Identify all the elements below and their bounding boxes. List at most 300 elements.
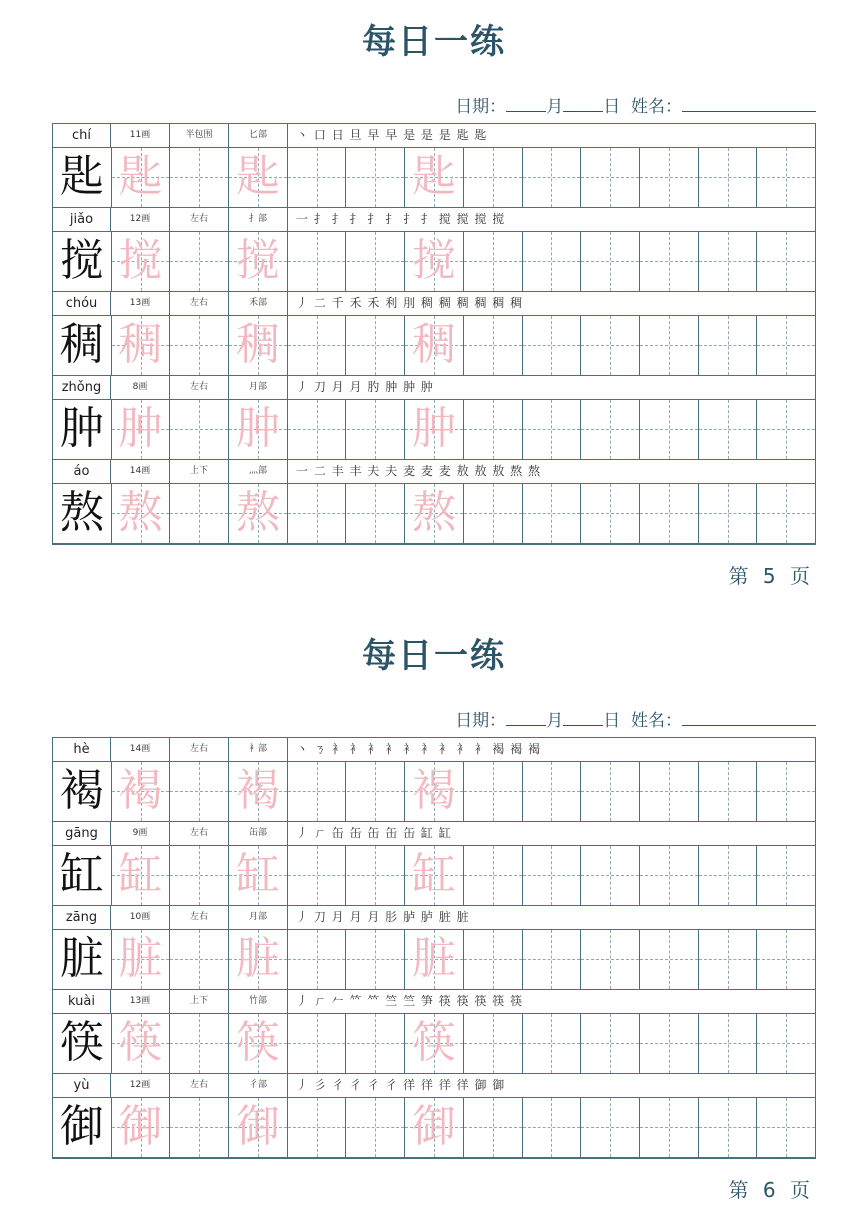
stroke-step: 扌 <box>349 212 363 226</box>
writing-cell[interactable] <box>288 1098 347 1157</box>
writing-cell[interactable] <box>347 762 406 821</box>
stroke-step: 早 <box>367 128 381 142</box>
stroke-step: 笋 <box>420 994 434 1008</box>
stroke-step: 二 <box>313 464 327 478</box>
model-character: 稠 <box>59 319 104 370</box>
writing-cell[interactable] <box>464 232 523 291</box>
practice-grid <box>52 737 816 1159</box>
pinyin: chí <box>53 124 111 147</box>
pinyin: yù <box>53 1074 111 1097</box>
writing-cell[interactable] <box>699 148 758 207</box>
stroke-step: 匙 <box>456 128 470 142</box>
writing-cell[interactable] <box>581 846 640 905</box>
stroke-step: 月 <box>331 910 345 924</box>
stroke-step: ㄏ <box>313 994 327 1008</box>
writing-cell[interactable] <box>464 1098 523 1157</box>
trace-character: 缸 <box>118 849 163 900</box>
model-cell <box>53 846 112 905</box>
page-number: 第 5 页 <box>728 564 814 588</box>
stroke-step: 丿 <box>296 826 310 840</box>
writing-cell[interactable] <box>229 846 288 905</box>
writing-cell[interactable] <box>640 846 699 905</box>
writing-cell[interactable] <box>757 400 815 459</box>
writing-cell[interactable] <box>640 316 699 375</box>
writing-cell[interactable] <box>229 484 288 543</box>
stroke-step: 筷 <box>510 994 524 1008</box>
writing-cell[interactable] <box>699 1014 758 1073</box>
stroke-step: 徉 <box>420 1078 434 1092</box>
writing-cell[interactable] <box>170 930 229 989</box>
stroke-order <box>290 738 541 761</box>
writing-cell[interactable] <box>170 846 229 905</box>
stroke-step: 缶 <box>403 826 417 840</box>
stroke-step: 搅 <box>456 212 470 226</box>
model-cell <box>53 400 112 459</box>
stroke-step: 竺 <box>385 994 399 1008</box>
stroke-step: 徉 <box>403 1078 417 1092</box>
writing-cell[interactable] <box>347 400 406 459</box>
entry-info-row <box>53 292 815 316</box>
writing-cell[interactable] <box>112 484 171 543</box>
writing-cell[interactable] <box>170 232 229 291</box>
writing-cell[interactable] <box>170 1098 229 1157</box>
stroke-step: 胪 <box>420 910 434 924</box>
stroke-step: 夫 <box>385 464 399 478</box>
stroke-step: 肿 <box>403 380 417 394</box>
writing-row <box>53 400 815 460</box>
stroke-step: 衤 <box>385 742 399 756</box>
radical-label: 月部 <box>229 376 288 399</box>
stroke-step: 竺 <box>403 994 417 1008</box>
month-blank[interactable] <box>506 711 546 726</box>
pinyin: kuài <box>53 990 111 1013</box>
writing-cell[interactable] <box>229 148 288 207</box>
writing-cell[interactable] <box>699 762 758 821</box>
stroke-step: 肿 <box>420 380 434 394</box>
stroke-step: 月 <box>349 910 363 924</box>
stroke-order <box>290 376 434 399</box>
writing-cell[interactable] <box>229 762 288 821</box>
entry-info-row <box>53 990 815 1014</box>
writing-row <box>53 148 815 208</box>
writing-cell[interactable] <box>581 1098 640 1157</box>
writing-cell[interactable] <box>405 484 464 543</box>
writing-cell[interactable] <box>699 930 758 989</box>
writing-cell[interactable] <box>757 316 815 375</box>
trace-character: 脏 <box>412 933 457 984</box>
writing-cell[interactable] <box>405 1014 464 1073</box>
writing-cell[interactable] <box>640 400 699 459</box>
writing-cell[interactable] <box>170 762 229 821</box>
writing-cell[interactable] <box>699 484 758 543</box>
stroke-step: 彳 <box>367 1078 381 1092</box>
stroke-order <box>290 822 452 845</box>
stroke-step: 稠 <box>492 296 506 310</box>
entry-info-row <box>53 906 815 930</box>
day-blank[interactable] <box>563 711 603 726</box>
writing-cell[interactable] <box>581 400 640 459</box>
trace-character: 脏 <box>118 933 163 984</box>
writing-cell[interactable] <box>288 484 347 543</box>
trace-character: 稠 <box>235 319 280 370</box>
stroke-step: 缸 <box>420 826 434 840</box>
writing-cell[interactable] <box>523 484 582 543</box>
stroke-step: 彳 <box>331 1078 345 1092</box>
writing-cell[interactable] <box>347 232 406 291</box>
writing-cell[interactable] <box>229 1098 288 1157</box>
writing-cell[interactable] <box>523 232 582 291</box>
writing-cell[interactable] <box>523 400 582 459</box>
writing-cell[interactable] <box>405 316 464 375</box>
stroke-order <box>290 460 541 483</box>
trace-character: 匙 <box>118 151 163 202</box>
writing-cell[interactable] <box>581 930 640 989</box>
writing-cell[interactable] <box>757 1098 815 1157</box>
writing-cell[interactable] <box>229 232 288 291</box>
stroke-step: 丿 <box>296 994 310 1008</box>
writing-cell[interactable] <box>464 762 523 821</box>
stroke-step: 衤 <box>474 742 488 756</box>
stroke-step: 扌 <box>385 212 399 226</box>
stroke-count: 9画 <box>111 822 170 845</box>
stroke-count: 12画 <box>111 1074 170 1097</box>
writing-cell[interactable] <box>170 148 229 207</box>
stroke-step: 𥫗 <box>367 994 381 1008</box>
writing-cell[interactable] <box>405 148 464 207</box>
stroke-step: 丿 <box>296 910 310 924</box>
model-character: 脏 <box>59 933 104 984</box>
writing-cell[interactable] <box>699 400 758 459</box>
structure-label: 半包围 <box>170 124 229 147</box>
entry-info-row <box>53 1074 815 1098</box>
stroke-step: 敖 <box>492 464 506 478</box>
writing-cell[interactable] <box>288 930 347 989</box>
writing-cell[interactable] <box>229 930 288 989</box>
writing-cell[interactable] <box>112 232 171 291</box>
writing-cell[interactable] <box>288 316 347 375</box>
writing-row <box>53 930 815 990</box>
writing-cell[interactable] <box>581 316 640 375</box>
trace-character: 搅 <box>412 235 457 286</box>
trace-character: 脏 <box>235 933 280 984</box>
writing-cell[interactable] <box>757 148 815 207</box>
writing-cell[interactable] <box>581 232 640 291</box>
model-character: 御 <box>59 1101 104 1152</box>
model-character: 熬 <box>59 487 104 538</box>
stroke-step: 缶 <box>331 826 345 840</box>
stroke-step: 稠 <box>456 296 470 310</box>
stroke-step: 刖 <box>403 296 417 310</box>
stroke-step: 彡 <box>313 1078 327 1092</box>
stroke-step: 是 <box>403 128 417 142</box>
date-name-line <box>455 92 816 117</box>
trace-character: 筷 <box>235 1017 280 1068</box>
writing-cell[interactable] <box>405 846 464 905</box>
stroke-step: 衤 <box>403 742 417 756</box>
name-label: 姓名： <box>631 97 682 117</box>
stroke-step: 衤 <box>438 742 452 756</box>
writing-cell[interactable] <box>640 1098 699 1157</box>
writing-cell[interactable] <box>405 1098 464 1157</box>
stroke-step: 缸 <box>438 826 452 840</box>
stroke-step: 丿 <box>296 1078 310 1092</box>
date-name-line <box>455 706 816 731</box>
writing-cell[interactable] <box>640 484 699 543</box>
stroke-order <box>290 208 505 231</box>
trace-character: 匙 <box>235 151 280 202</box>
stroke-step: 筷 <box>492 994 506 1008</box>
trace-character: 肿 <box>412 403 457 454</box>
writing-cell[interactable] <box>347 484 406 543</box>
stroke-step: 缶 <box>385 826 399 840</box>
writing-cell[interactable] <box>112 1014 171 1073</box>
writing-cell[interactable] <box>699 1098 758 1157</box>
pinyin: hè <box>53 738 111 761</box>
stroke-step: 熬 <box>527 464 541 478</box>
writing-cell[interactable] <box>640 762 699 821</box>
writing-cell[interactable] <box>640 930 699 989</box>
stroke-step: 衤 <box>367 742 381 756</box>
writing-cell[interactable] <box>405 930 464 989</box>
pinyin: zhǒng <box>53 376 111 399</box>
stroke-order <box>290 906 470 929</box>
month-label: 月 <box>546 711 564 731</box>
stroke-step: 麦 <box>420 464 434 478</box>
stroke-step: 夫 <box>367 464 381 478</box>
writing-cell[interactable] <box>229 1014 288 1073</box>
stroke-count: 14画 <box>111 738 170 761</box>
writing-cell[interactable] <box>170 316 229 375</box>
writing-cell[interactable] <box>347 1014 406 1073</box>
stroke-step: 旦 <box>349 128 363 142</box>
writing-cell[interactable] <box>170 400 229 459</box>
writing-cell[interactable] <box>581 484 640 543</box>
writing-cell[interactable] <box>288 846 347 905</box>
stroke-step: 扌 <box>367 212 381 226</box>
stroke-step: 脏 <box>456 910 470 924</box>
stroke-step: 熬 <box>510 464 524 478</box>
stroke-step: 褐 <box>492 742 506 756</box>
entry-info-row <box>53 738 815 762</box>
writing-cell[interactable] <box>757 762 815 821</box>
radical-label: 竹部 <box>229 990 288 1013</box>
trace-character: 肿 <box>118 403 163 454</box>
stroke-count: 13画 <box>111 990 170 1013</box>
writing-cell[interactable] <box>523 762 582 821</box>
entry-info-row <box>53 460 815 484</box>
writing-cell[interactable] <box>523 148 582 207</box>
writing-cell[interactable] <box>464 316 523 375</box>
name-blank[interactable] <box>682 711 816 726</box>
model-character: 搅 <box>59 235 104 286</box>
stroke-step: 禾 <box>349 296 363 310</box>
day-label: 日 <box>603 97 621 117</box>
writing-cell[interactable] <box>170 1014 229 1073</box>
structure-label: 左右 <box>170 376 229 399</box>
writing-cell[interactable] <box>405 232 464 291</box>
stroke-step: 一 <box>296 464 310 478</box>
trace-character: 缸 <box>235 849 280 900</box>
stroke-step: 胪 <box>403 910 417 924</box>
writing-cell[interactable] <box>757 484 815 543</box>
name-blank[interactable] <box>682 97 816 112</box>
writing-cell[interactable] <box>347 1098 406 1157</box>
writing-cell[interactable] <box>464 930 523 989</box>
structure-label: 左右 <box>170 738 229 761</box>
stroke-step: 筷 <box>474 994 488 1008</box>
writing-cell[interactable] <box>347 846 406 905</box>
stroke-step: 禾 <box>367 296 381 310</box>
stroke-step: 千 <box>331 296 345 310</box>
pinyin: áo <box>53 460 111 483</box>
writing-cell[interactable] <box>347 316 406 375</box>
day-blank[interactable] <box>563 97 603 112</box>
writing-cell[interactable] <box>640 148 699 207</box>
writing-cell[interactable] <box>112 148 171 207</box>
stroke-count: 11画 <box>111 124 170 147</box>
trace-character: 御 <box>412 1101 457 1152</box>
writing-cell[interactable] <box>581 1014 640 1073</box>
writing-cell[interactable] <box>640 232 699 291</box>
month-blank[interactable] <box>506 97 546 112</box>
model-cell <box>53 484 112 543</box>
writing-cell[interactable] <box>112 1098 171 1157</box>
writing-row <box>53 316 815 376</box>
writing-cell[interactable] <box>523 1098 582 1157</box>
writing-cell[interactable] <box>464 400 523 459</box>
writing-cell[interactable] <box>112 846 171 905</box>
stroke-step: 敖 <box>474 464 488 478</box>
writing-cell[interactable] <box>405 762 464 821</box>
stroke-step: 搅 <box>492 212 506 226</box>
stroke-count: 8画 <box>111 376 170 399</box>
writing-cell[interactable] <box>347 930 406 989</box>
stroke-step: 二 <box>313 296 327 310</box>
model-cell <box>53 1014 112 1073</box>
trace-character: 熬 <box>412 487 457 538</box>
structure-label: 上下 <box>170 990 229 1013</box>
stroke-step: 丿 <box>296 296 310 310</box>
stroke-step: 肿 <box>385 380 399 394</box>
writing-cell[interactable] <box>288 1014 347 1073</box>
writing-cell[interactable] <box>288 232 347 291</box>
stroke-step: 衤 <box>331 742 345 756</box>
writing-cell[interactable] <box>112 400 171 459</box>
model-cell <box>53 232 112 291</box>
stroke-step: 御 <box>492 1078 506 1092</box>
writing-cell[interactable] <box>229 400 288 459</box>
stroke-step: 御 <box>474 1078 488 1092</box>
stroke-step: 肑 <box>367 380 381 394</box>
stroke-step: 稠 <box>510 296 524 310</box>
entry-info-row <box>53 208 815 232</box>
model-cell <box>53 762 112 821</box>
model-character: 匙 <box>59 151 104 202</box>
stroke-step: 徉 <box>456 1078 470 1092</box>
stroke-step: 月 <box>349 380 363 394</box>
writing-cell[interactable] <box>464 1014 523 1073</box>
model-cell <box>53 316 112 375</box>
stroke-step: 筷 <box>438 994 452 1008</box>
stroke-count: 12画 <box>111 208 170 231</box>
stroke-step: 褐 <box>510 742 524 756</box>
writing-cell[interactable] <box>229 316 288 375</box>
writing-cell[interactable] <box>288 762 347 821</box>
writing-cell[interactable] <box>288 148 347 207</box>
writing-cell[interactable] <box>699 316 758 375</box>
stroke-step: 彳 <box>385 1078 399 1092</box>
trace-character: 筷 <box>118 1017 163 1068</box>
writing-row <box>53 762 815 822</box>
stroke-step: 褐 <box>527 742 541 756</box>
writing-cell[interactable] <box>112 316 171 375</box>
writing-cell[interactable] <box>523 846 582 905</box>
stroke-step: ㄋ <box>313 742 327 756</box>
writing-row <box>53 484 815 544</box>
writing-cell[interactable] <box>581 762 640 821</box>
stroke-step: 扌 <box>313 212 327 226</box>
writing-cell[interactable] <box>170 484 229 543</box>
writing-cell[interactable] <box>464 148 523 207</box>
trace-character: 缸 <box>412 849 457 900</box>
structure-label: 左右 <box>170 906 229 929</box>
trace-character: 筷 <box>412 1017 457 1068</box>
writing-cell[interactable] <box>112 762 171 821</box>
stroke-step: 衤 <box>420 742 434 756</box>
writing-cell[interactable] <box>523 1014 582 1073</box>
writing-cell[interactable] <box>288 400 347 459</box>
worksheet-page <box>0 614 868 1227</box>
stroke-step: 是 <box>420 128 434 142</box>
stroke-count: 10画 <box>111 906 170 929</box>
writing-cell[interactable] <box>757 846 815 905</box>
writing-cell[interactable] <box>699 846 758 905</box>
writing-cell[interactable] <box>405 400 464 459</box>
entry-info-row <box>53 124 815 148</box>
writing-cell[interactable] <box>757 1014 815 1073</box>
model-character: 筷 <box>59 1017 104 1068</box>
stroke-order <box>290 1074 505 1097</box>
radical-label: 匕部 <box>229 124 288 147</box>
model-cell <box>53 148 112 207</box>
writing-cell[interactable] <box>640 1014 699 1073</box>
radical-label: 彳部 <box>229 1074 288 1097</box>
writing-cell[interactable] <box>757 232 815 291</box>
pinyin: jiǎo <box>53 208 111 231</box>
writing-cell[interactable] <box>699 232 758 291</box>
trace-character: 熬 <box>118 487 163 538</box>
stroke-step: 敖 <box>456 464 470 478</box>
trace-character: 匙 <box>412 151 457 202</box>
trace-character: 熬 <box>235 487 280 538</box>
stroke-step: 丰 <box>331 464 345 478</box>
writing-cell[interactable] <box>112 930 171 989</box>
writing-cell[interactable] <box>757 930 815 989</box>
worksheet-page <box>0 0 868 613</box>
writing-cell[interactable] <box>581 148 640 207</box>
stroke-step: 肜 <box>385 910 399 924</box>
writing-row <box>53 846 815 906</box>
writing-cell[interactable] <box>347 148 406 207</box>
model-character: 缸 <box>59 849 104 900</box>
trace-character: 褐 <box>412 765 457 816</box>
writing-cell[interactable] <box>523 316 582 375</box>
writing-cell[interactable] <box>464 484 523 543</box>
writing-cell[interactable] <box>464 846 523 905</box>
stroke-step: 缶 <box>349 826 363 840</box>
stroke-step: 彳 <box>349 1078 363 1092</box>
writing-cell[interactable] <box>523 930 582 989</box>
